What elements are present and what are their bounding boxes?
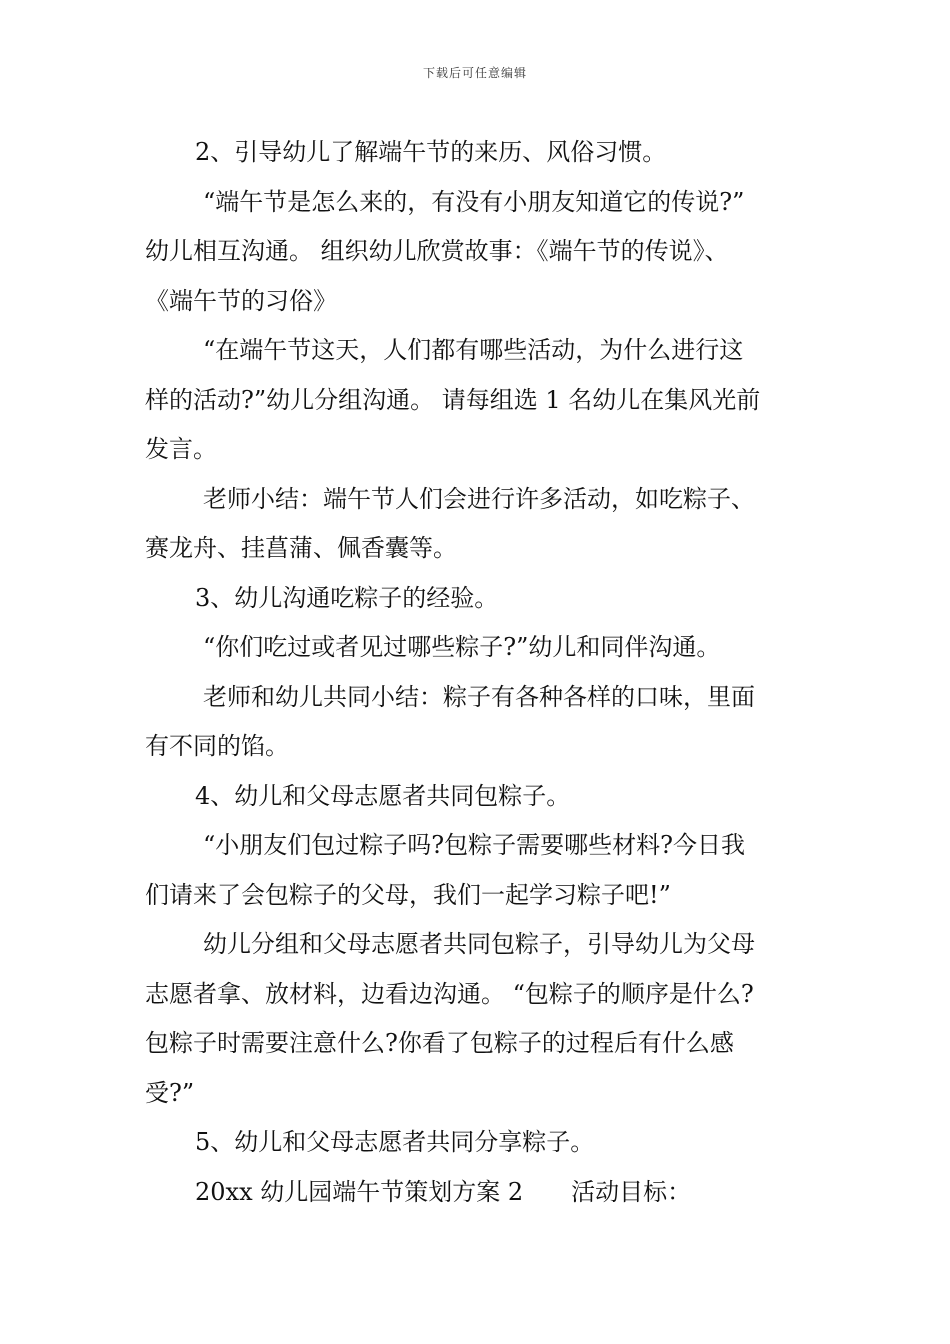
text-line: 4、幼儿和父母志愿者共同包粽子。 bbox=[195, 781, 571, 810]
text-line: 《端午节的习俗》 bbox=[145, 286, 337, 315]
text-line: 20xx 幼儿园端午节策划方案 2 活动目标： bbox=[195, 1177, 692, 1206]
text-line: “小朋友们包过粽子吗?包粽子需要哪些材料?今日我 bbox=[203, 831, 746, 859]
text-line: 幼儿相互沟通。 组织幼儿欣赏故事：《端午节的传说》、 bbox=[145, 237, 729, 265]
text-line: 5、幼儿和父母志愿者共同分享粽子。 bbox=[195, 1128, 595, 1156]
text-line: 老师和幼儿共同小结：粽子有各种各样的口味，里面 bbox=[203, 682, 755, 711]
text-line: “在端午节这天，人们都有哪些活动，为什么进行这 bbox=[203, 336, 744, 364]
text-line: 2、引导幼儿了解端午节的来历、风俗习惯。 bbox=[195, 138, 667, 166]
text-line: 幼儿分组和父母志愿者共同包粽子，引导幼儿为父母 bbox=[203, 930, 755, 958]
text-line: 受?” bbox=[145, 1078, 195, 1107]
text-line: 有不同的馅。 bbox=[145, 732, 289, 760]
text-line: 3、幼儿沟通吃粽子的经验。 bbox=[195, 583, 499, 612]
document-body bbox=[145, 128, 815, 1217]
text-line: 发言。 bbox=[145, 435, 217, 463]
text-line: 老师小结：端午节人们会进行许多活动，如吃粽子、 bbox=[203, 484, 755, 513]
text-line: 样的活动?”幼儿分组沟通。 请每组选 1 名幼儿在集风光前 bbox=[145, 385, 761, 414]
text-line: “你们吃过或者见过哪些粽子?”幼儿和同伴沟通。 bbox=[203, 633, 721, 661]
text-line: 包粽子时需要注意什么?你看了包粽子的过程后有什么感 bbox=[145, 1029, 734, 1057]
text-line: 们请来了会包粽子的父母，我们一起学习粽子吧!” bbox=[145, 880, 671, 909]
text-line: 志愿者拿、放材料，边看边沟通。 “包粽子的顺序是什么? bbox=[145, 979, 754, 1008]
page-header: 下载后可任意编辑 bbox=[422, 66, 527, 80]
text-line: “端午节是怎么来的，有没有小朋友知道它的传说?” bbox=[203, 187, 745, 216]
text-line: 赛龙舟、挂菖蒲、佩香囊等。 bbox=[145, 534, 457, 562]
